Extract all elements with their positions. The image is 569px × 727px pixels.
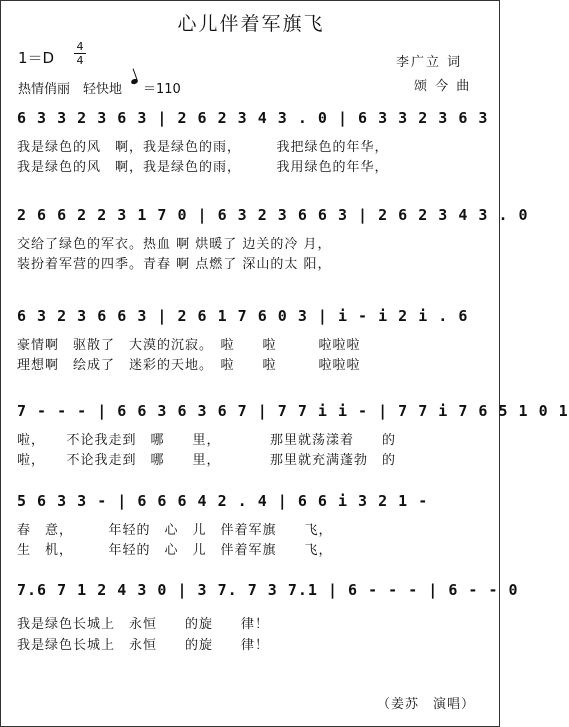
time-signature-top: 4	[76, 40, 84, 53]
lyric-verse-1: 我是绿色长城上 永恒 的旋 律！	[17, 617, 270, 632]
lyric-verse-1: 交给了绿色的军衣。热血 啊 烘暖了 边关的冷 月，	[17, 237, 332, 252]
quarter-note-icon	[130, 78, 138, 85]
lyric-verse-2: 我是绿色的风 啊，我是绿色的雨， 我用绿色的年华，	[17, 160, 389, 175]
lyric-verse-2: 我是绿色长城上 永恒 的旋 律！	[17, 638, 270, 653]
composer-credit: 颂 今 曲	[414, 79, 472, 94]
notation-line: 7.6 7 1 2 4 3 0 | 3 7. 7 3 7.1 | 6 - - - | 6 - - 0	[17, 581, 519, 599]
song-title: 心儿伴着军旗飞	[177, 13, 325, 35]
time-signature	[74, 41, 86, 66]
notation-line: 2 6 6 2 2 3 1 7 0 | 6 3 2 3 6 6 3 | 2 6 2 3 4 3 . 0	[17, 206, 529, 224]
lyric-verse-2: 装扮着军营的四季。青春 啊 点燃了 深山的太 阳，	[17, 257, 332, 272]
lyric-verse-1: 春 意， 年轻的 心 儿 伴着军旗 飞，	[17, 523, 333, 538]
tempo-text: 热情俏丽 轻快地	[18, 82, 123, 97]
notation-line: 6 3 2 3 6 6 3 | 2 6 1 7 6 0 3 | i - i 2 i . 6	[17, 307, 469, 325]
lyric-verse-1: 啦， 不论我走到 哪 里， 那里就荡漾着 的	[17, 433, 397, 448]
performer-credit: （姜苏 演唱）	[377, 697, 476, 712]
notation-line: 7 - - - | 6 6 3 6 3 6 7 | 7 7 i i - | 7 7 i 7 6 5 1 0 1	[17, 402, 569, 420]
tempo-value: ＝110	[143, 82, 181, 97]
lyric-verse-2: 啦， 不论我走到 哪 里， 那里就充满蓬勃 的	[17, 453, 397, 468]
lyric-verse-2: 理想啊 绘成了 迷彩的天地。 啦 啦 啦啦啦	[17, 358, 361, 373]
time-signature-bottom: 4	[76, 54, 84, 67]
lyric-verse-1: 我是绿色的风 啊，我是绿色的雨， 我把绿色的年华，	[17, 140, 389, 155]
lyric-verse-2: 生 机， 年轻的 心 儿 伴着军旗 飞，	[17, 543, 333, 558]
notation-line: 5 6 3 3 - | 6 6 6 4 2 . 4 | 6 6 i 3 2 1 -	[17, 492, 429, 510]
lyric-verse-1: 豪情啊 驱散了 大漠的沉寂。 啦 啦 啦啦啦	[17, 338, 361, 353]
key-signature: 1＝D	[18, 49, 55, 67]
lyricist-credit: 李广立 词	[396, 55, 463, 70]
notation-line: 6 3 3 2 3 6 3 | 2 6 2 3 4 3 . 0 | 6 3 3 2 3 6 3	[17, 109, 489, 127]
